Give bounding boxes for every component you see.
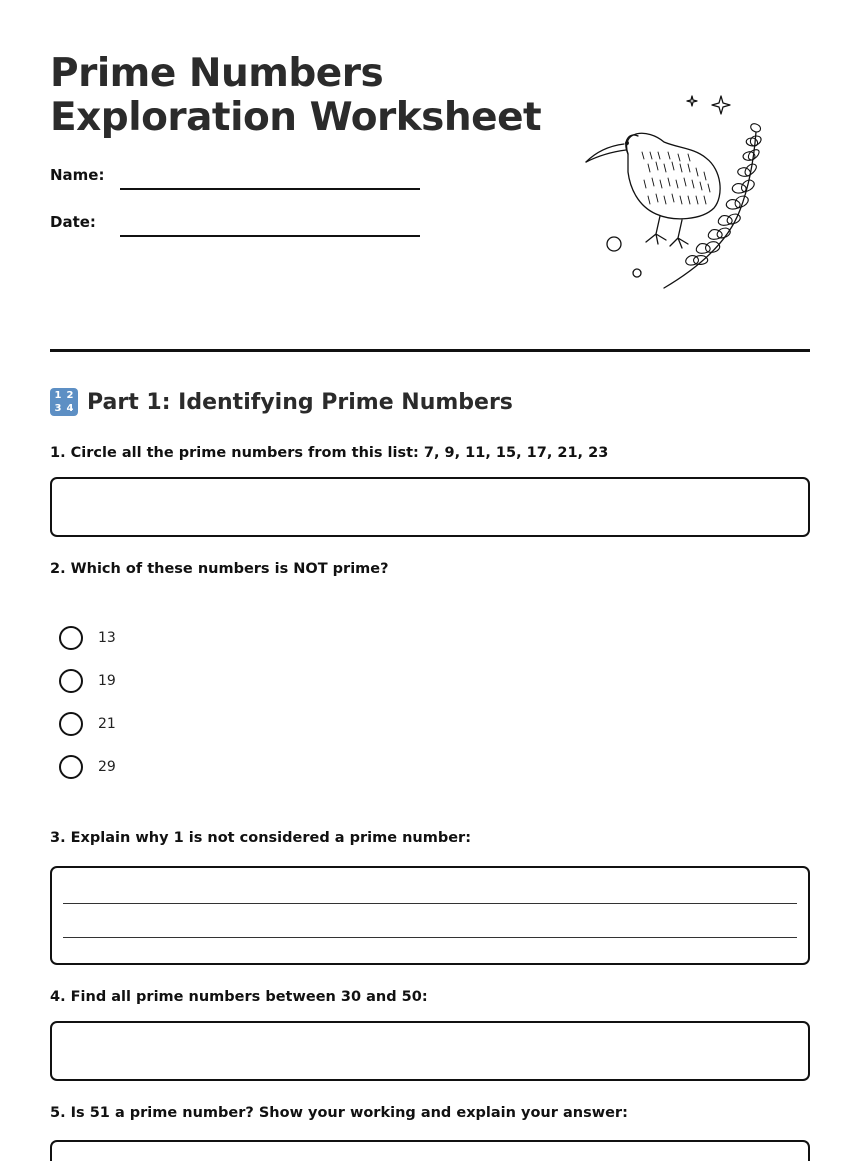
date-label: Date: <box>50 213 96 231</box>
question-3: 3. Explain why 1 is not considered a prime number: <box>50 830 471 846</box>
part1-title: Part 1: Identifying Prime Numbers <box>87 389 513 415</box>
writing-line <box>63 937 797 938</box>
kiwi-bird-fern-icon <box>578 92 778 297</box>
writing-line <box>63 903 797 904</box>
question-5: 5. Is 51 a prime number? Show your working and explain your answer: <box>50 1105 628 1121</box>
q2-option-3[interactable] <box>59 712 116 736</box>
option-label: 13 <box>98 630 116 646</box>
name-field-row <box>50 166 420 184</box>
question-2: 2. Which of these numbers is NOT prime? <box>50 561 389 577</box>
date-field[interactable] <box>120 235 420 237</box>
q2-option-4[interactable] <box>59 755 116 779</box>
answer-box-1[interactable] <box>50 477 810 537</box>
q2-option-1[interactable] <box>59 626 116 650</box>
part1-heading <box>50 388 513 416</box>
radio-button[interactable] <box>59 755 83 779</box>
question-4: 4. Find all prime numbers between 30 and 50: <box>50 989 428 1005</box>
title-line-1: Prime Numbers <box>50 51 384 96</box>
header-divider <box>50 349 810 352</box>
answer-box-3[interactable] <box>50 866 810 965</box>
question-1: 1. Circle all the prime numbers from this list: 7, 9, 11, 15, 17, 21, 23 <box>50 445 609 461</box>
option-label: 29 <box>98 759 116 775</box>
name-field[interactable] <box>120 188 420 190</box>
name-label: Name: <box>50 166 105 184</box>
option-label: 21 <box>98 716 116 732</box>
answer-box-4[interactable] <box>50 1021 810 1081</box>
radio-button[interactable] <box>59 669 83 693</box>
radio-button[interactable] <box>59 626 83 650</box>
radio-button[interactable] <box>59 712 83 736</box>
title-line-2: Exploration Worksheet <box>50 95 542 140</box>
option-label: 19 <box>98 673 116 689</box>
q2-option-2[interactable] <box>59 669 116 693</box>
page-title <box>50 52 541 140</box>
answer-box-5[interactable] <box>50 1140 810 1161</box>
date-field-row <box>50 213 420 231</box>
input-numbers-icon: 1 2 3 4 <box>50 388 78 416</box>
